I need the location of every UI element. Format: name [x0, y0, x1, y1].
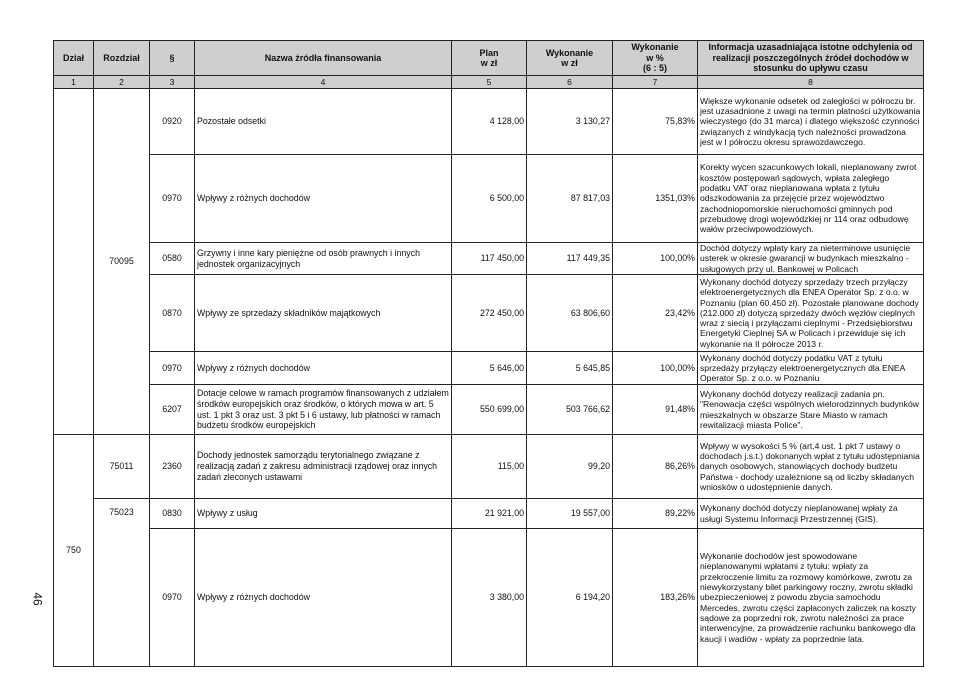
- paragraf-cell: 0870: [150, 275, 195, 352]
- plan-cell: 272 450,00: [452, 275, 527, 352]
- info-cell: Wykonany dochód dotyczy podatku VAT z tytułu sprzedaży przyłączy elektroenergetycznych dla ENEA Operator Sp. z o.o. w Poznaniu: [698, 352, 924, 385]
- nazwa-cell: Grzywny i inne kary pieniężne od osób prawnych i innych jednostek organizacyjnych: [195, 243, 452, 275]
- info-cell: Wpływy w wysokości 5 % (art.4 ust. 1 pkt 7 ustawy o dochodach j.s.t.) dokonanych wpłat z tytułu udostępniania danych osobowych, stanowiących dochody budżetu Państwa - dochody uzależnione są od liczby składanych wniosków o udostępnienie danych.: [698, 435, 924, 499]
- plan-cell: 115,00: [452, 435, 527, 499]
- col-header-dzial: Dział: [54, 41, 94, 76]
- nazwa-cell: Wpływy z usług: [195, 499, 452, 529]
- nazwa-cell: Dochody jednostek samorządu terytorialnego związane z realizacją zadań z zakresu administracji rządowej oraz innych zadań zleconych ustawami: [195, 435, 452, 499]
- wykonanie-cell: 3 130,27: [527, 89, 613, 155]
- plan-cell: 117 450,00: [452, 243, 527, 275]
- percent-cell: 100,00%: [613, 243, 698, 275]
- dzial-cell: [54, 89, 94, 435]
- col-number: 3: [150, 76, 195, 89]
- col-number: 4: [195, 76, 452, 89]
- paragraf-cell: 0920: [150, 89, 195, 155]
- percent-cell: 75,83%: [613, 89, 698, 155]
- revenue-table: [53, 40, 924, 667]
- nazwa-cell: Wpływy ze sprzedaży składników majątkowych: [195, 275, 452, 352]
- plan-cell: 5 646,00: [452, 352, 527, 385]
- paragraf-cell: 2360: [150, 435, 195, 499]
- col-number: 6: [527, 76, 613, 89]
- percent-cell: 183,26%: [613, 529, 698, 667]
- info-cell: Większe wykonanie odsetek od zaległości w półroczu br. jest uzasadnione z uwagi na termin płatności użytkowania wieczystego (do 31 marca) i dlatego większość czynności związanych z windykacją tych należności prowadzona jest w I półroczu okresu sprawozdawczego.: [698, 89, 924, 155]
- wykonanie-cell: 6 194,20: [527, 529, 613, 667]
- table-row: [54, 155, 924, 243]
- wykonanie-cell: 99,20: [527, 435, 613, 499]
- col-number: 7: [613, 76, 698, 89]
- table-row: [54, 385, 924, 435]
- col-header-nazwa: Nazwa źródła finansowania: [195, 41, 452, 76]
- nazwa-cell: Dotacje celowe w ramach programów finansowanych z udziałem środków europejskich oraz środków, o których mowa w art. 5 ust. 1 pkt 3 oraz ust. 3 pkt 5 i 6 ustawy, lub płatności w ramach budżetu środków europejskich: [195, 385, 452, 435]
- paragraf-cell: 0580: [150, 243, 195, 275]
- paragraf-cell: 0970: [150, 529, 195, 667]
- col-number: 5: [452, 76, 527, 89]
- paragraf-cell: 0970: [150, 155, 195, 243]
- paragraf-cell: 6207: [150, 385, 195, 435]
- percent-cell: 1351,03%: [613, 155, 698, 243]
- dzial-cell: 750: [54, 435, 94, 667]
- header-row: [54, 41, 924, 76]
- paragraf-cell: 0830: [150, 499, 195, 529]
- plan-cell: 550 699,00: [452, 385, 527, 435]
- column-number-row: [54, 76, 924, 89]
- info-cell: Wykonanie dochodów jest spowodowane nieplanowanymi wpłatami z tytułu: wpłaty za przekroczenie limitu za rozmowy komórkowe, zwrotu za niewykorzystany bilet parkingowy roczny, zwrotu składki ubezpieczeniowej z powodu zbycia samochodu Mercedes, zwrotu części zapłaconych zaliczek na koszty sądowe za poprzedni rok, zwrotu należności za prace interwencyjne, za prowadzenie rachunku bankowego dla kaucji i wadiów - wpłaty za poprzednie lata.: [698, 529, 924, 667]
- table-row: [54, 352, 924, 385]
- col-header-informacja: Informacja uzasadniająca istotne odchylenia od realizacji poszczególnych źródeł dochodów w stosunku do upływu czasu: [698, 41, 924, 76]
- wykonanie-cell: 87 817,03: [527, 155, 613, 243]
- nazwa-cell: Wpływy z różnych dochodów: [195, 155, 452, 243]
- table-row: [54, 529, 924, 667]
- table-row: [54, 243, 924, 275]
- col-number: 8: [698, 76, 924, 89]
- rozdzial-cell: 75023: [94, 499, 150, 667]
- col-number: 1: [54, 76, 94, 89]
- wykonanie-cell: 5 645,85: [527, 352, 613, 385]
- wykonanie-cell: 19 557,00: [527, 499, 613, 529]
- table-row: [54, 275, 924, 352]
- info-cell: Wykonany dochód dotyczy nieplanowanej wpłaty za usługi Systemu Informacji Przestrzennej (GIS).: [698, 499, 924, 529]
- percent-cell: 91,48%: [613, 385, 698, 435]
- wykonanie-cell: 63 806,60: [527, 275, 613, 352]
- col-header-rozdzial: Rozdział: [94, 41, 150, 76]
- table-row: [54, 499, 924, 529]
- col-header-wykonanie-proc: Wykonanie w % (6 : 5): [613, 41, 698, 76]
- nazwa-cell: Wpływy z różnych dochodów: [195, 529, 452, 667]
- paragraf-cell: 0970: [150, 352, 195, 385]
- table-row: [54, 435, 924, 499]
- col-number: 2: [94, 76, 150, 89]
- nazwa-cell: Pozostałe odsetki: [195, 89, 452, 155]
- percent-cell: 23,42%: [613, 275, 698, 352]
- col-header-plan: Plan w zł: [452, 41, 527, 76]
- info-cell: Dochód dotyczy wpłaty kary za nieterminowe usunięcie usterek w okresie gwarancji w budynkach mieszkalno - usługowych przy ul. Bankowej w Policach: [698, 243, 924, 275]
- nazwa-cell: Wpływy z różnych dochodów: [195, 352, 452, 385]
- plan-cell: 21 921,00: [452, 499, 527, 529]
- plan-cell: 4 128,00: [452, 89, 527, 155]
- plan-cell: 6 500,00: [452, 155, 527, 243]
- percent-cell: 100,00%: [613, 352, 698, 385]
- wykonanie-cell: 503 766,62: [527, 385, 613, 435]
- info-cell: Wykonany dochód dotyczy realizacji zadania pn. "Renowacja części wspólnych wielorodzinnych budynków mieszkalnych w obszarze Stare Miasto w ramach rewitalizacji miasta Police".: [698, 385, 924, 435]
- page-number: 46: [30, 592, 45, 606]
- percent-cell: 86,26%: [613, 435, 698, 499]
- col-header-paragraf: §: [150, 41, 195, 76]
- wykonanie-cell: 117 449,35: [527, 243, 613, 275]
- table-row: [54, 89, 924, 155]
- rozdzial-cell: 70095: [94, 89, 150, 435]
- info-cell: Wykonany dochód dotyczy sprzedaży trzech przyłączy elektroenergetycznych dla ENEA Operator Sp. z o.o. w Poznaniu (plan 60.450 zł). Pozostałe planowane dochody (212.000 zł) dotyczą sprzedaży dwóch węzłów cieplnych wraz z siecią i przyłączami cieplnymi - Przedsiębiorstwu Energetyki Cieplnej SA w Policach i przewiduje się ich wykonanie na II półrocze 2013 r.: [698, 275, 924, 352]
- info-cell: Korekty wycen szacunkowych lokali, nieplanowany zwrot kosztów postępowań sądowych, wpłata zaległego podatku VAT oraz nieplanowana wpłata z tytułu odszkodowania za przejęcie przez województwo zachodniopomorskie nieruchomości gminnych pod przebudowę drogi wojewódzkiej nr 114 oraz odbudowę wałów przeciwpowodziowych.: [698, 155, 924, 243]
- col-header-wykonanie: Wykonanie w zł: [527, 41, 613, 76]
- percent-cell: 89,22%: [613, 499, 698, 529]
- rozdzial-cell: 75011: [94, 435, 150, 499]
- plan-cell: 3 380,00: [452, 529, 527, 667]
